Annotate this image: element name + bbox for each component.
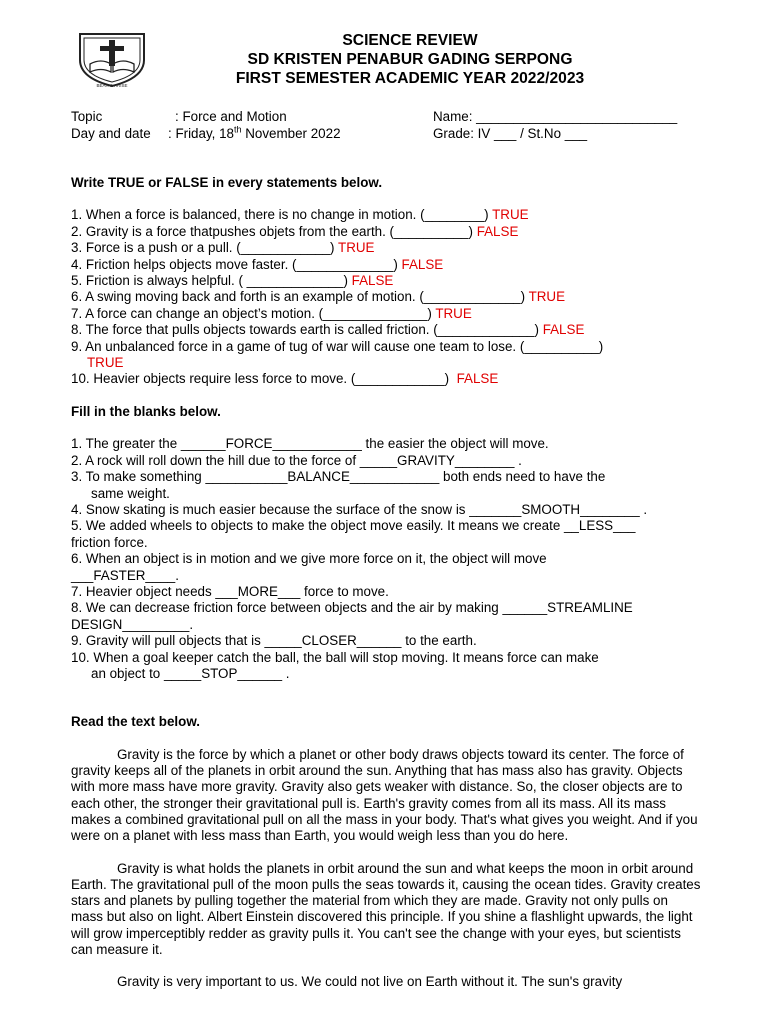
fill-item: 8. We can decrease friction force between objects and the air by making ______STREAMLINE [71, 600, 633, 616]
tf-item: 9. An unbalanced force in a game of tug of war will cause one team to lose. (__________) TRUE [71, 338, 604, 371]
fill-item: 6. When an object is in motion and we give more force on it, the object will move [71, 551, 547, 567]
tf-item: 5. Friction is always helpful. ( _____________) FALSE [71, 273, 394, 289]
reading-section-title: Read the text below. [71, 714, 200, 730]
tf-section-title: Write TRUE or FALSE in every statements below. [71, 175, 383, 190]
fill-item: 9. Gravity will pull objects that is _____CLOSER______ to the earth. [71, 633, 477, 649]
fill-item-cont: ___FASTER____. [71, 567, 179, 583]
tf-list [71, 207, 701, 387]
reading-paragraph: Gravity is very important to us. We could not live on Earth without it. The sun's gravity [117, 974, 623, 990]
fill-item: 4. Snow skating is much easier because the surface of the snow is _______SMOOTH________ . [71, 501, 648, 517]
date-line [71, 124, 341, 142]
worksheet-meta [71, 108, 691, 142]
worksheet-content [71, 175, 701, 1007]
date-value: : Friday, 18th November 2022 [168, 124, 341, 141]
school-logo [72, 30, 152, 88]
svg-text:BEAR & ARISE: BEAR & ARISE [96, 83, 128, 88]
topic-value: : Force and Motion [175, 109, 287, 124]
fill-item: 5. We added wheels to objects to make the object move easily. It means we create __LESS___ [71, 518, 636, 534]
header-semester: FIRST SEMESTER ACADEMIC YEAR 2022/2023 [235, 70, 585, 87]
fill-item-cont: an object to _____STOP______ . [91, 665, 290, 681]
topic-label: Topic [71, 109, 103, 124]
fill-item-cont: same weight. [91, 485, 170, 501]
fill-item-cont: friction force. [71, 534, 148, 550]
tf-item: 10. Heavier objects require less force to move. (____________) FALSE [71, 371, 499, 387]
date-label: Day and date [71, 126, 151, 141]
fill-item: 10. When a goal keeper catch the ball, the ball will stop moving. It means force can make [71, 649, 599, 665]
tf-item: 6. A swing moving back and forth is an example of motion. (_____________) TRUE [71, 289, 566, 305]
name-field: Name: ___________________________ [433, 109, 678, 124]
tf-item: 8. The force that pulls objects towards earth is called friction. (_____________) FALSE [71, 322, 585, 338]
header-title: SCIENCE REVIEW [342, 32, 478, 49]
tf-item: 1. When a force is balanced, there is no change in motion. (________) TRUE [71, 207, 529, 223]
fill-item: 1. The greater the ______FORCE____________ the easier the object will move. [71, 436, 549, 452]
tf-item: 2. Gravity is a force thatpushes objets from the earth. (__________) FALSE [71, 223, 519, 239]
tf-item: 4. Friction helps objects move faster. (_____________) FALSE [71, 256, 444, 272]
document-header [180, 31, 640, 88]
fill-item: 7. Heavier object needs ___MORE___ force to move. [71, 583, 389, 599]
fill-item: 2. A rock will roll down the hill due to the force of _____GRAVITY________ . [71, 452, 522, 468]
topic-line [71, 108, 287, 125]
tf-item: 3. Force is a push or a pull. (____________) TRUE [71, 240, 375, 256]
reading-paragraph: Gravity is what holds the planets in orbit around the sun and what keeps the moon in orbit around Earth. The gravitational pull of the moon pulls the seas towards it, causing the ocean tides. Gravity creates stars and planets by pulling together the material from which they are made. Gravity not only pulls on mass but also on light. Albert Einstein discovered this principle. If you shine a flashlight upwards, the light will grow imperceptibly redder as gravity pulls it. You can't see the change with your eyes, but scientists can measure it. [71, 860, 701, 958]
fill-item-cont: DESIGN_________. [71, 616, 194, 632]
fill-item: 3. To make something ___________BALANCE____________ both ends need to have the [71, 469, 606, 485]
grade-field: Grade: IV ___ / St.No ___ [433, 126, 588, 141]
fill-list [71, 436, 701, 682]
tf-item: 7. A force can change an object’s motion. (______________) TRUE [71, 305, 472, 321]
reading-paragraph: Gravity is the force by which a planet or other body draws objects toward its center. The force of gravity keeps all of the planets in orbit around the sun. Anything that has mass also has gravity. Objects with more mass have more gravity. Gravity also gets weaker with distance. So, the closer objects are to each other, the stronger their gravitational pull is. Earth's gravity comes from all its mass. All its mass makes a combined gravitational pull on all the mass in your body. That's what gives you weight. And if you were on a planet with less mass than Earth, you would weigh less than you do here. [71, 746, 698, 844]
header-school: SD KRISTEN PENABUR GADING SERPONG [247, 51, 573, 68]
fill-section-title: Fill in the blanks below. [71, 403, 221, 419]
